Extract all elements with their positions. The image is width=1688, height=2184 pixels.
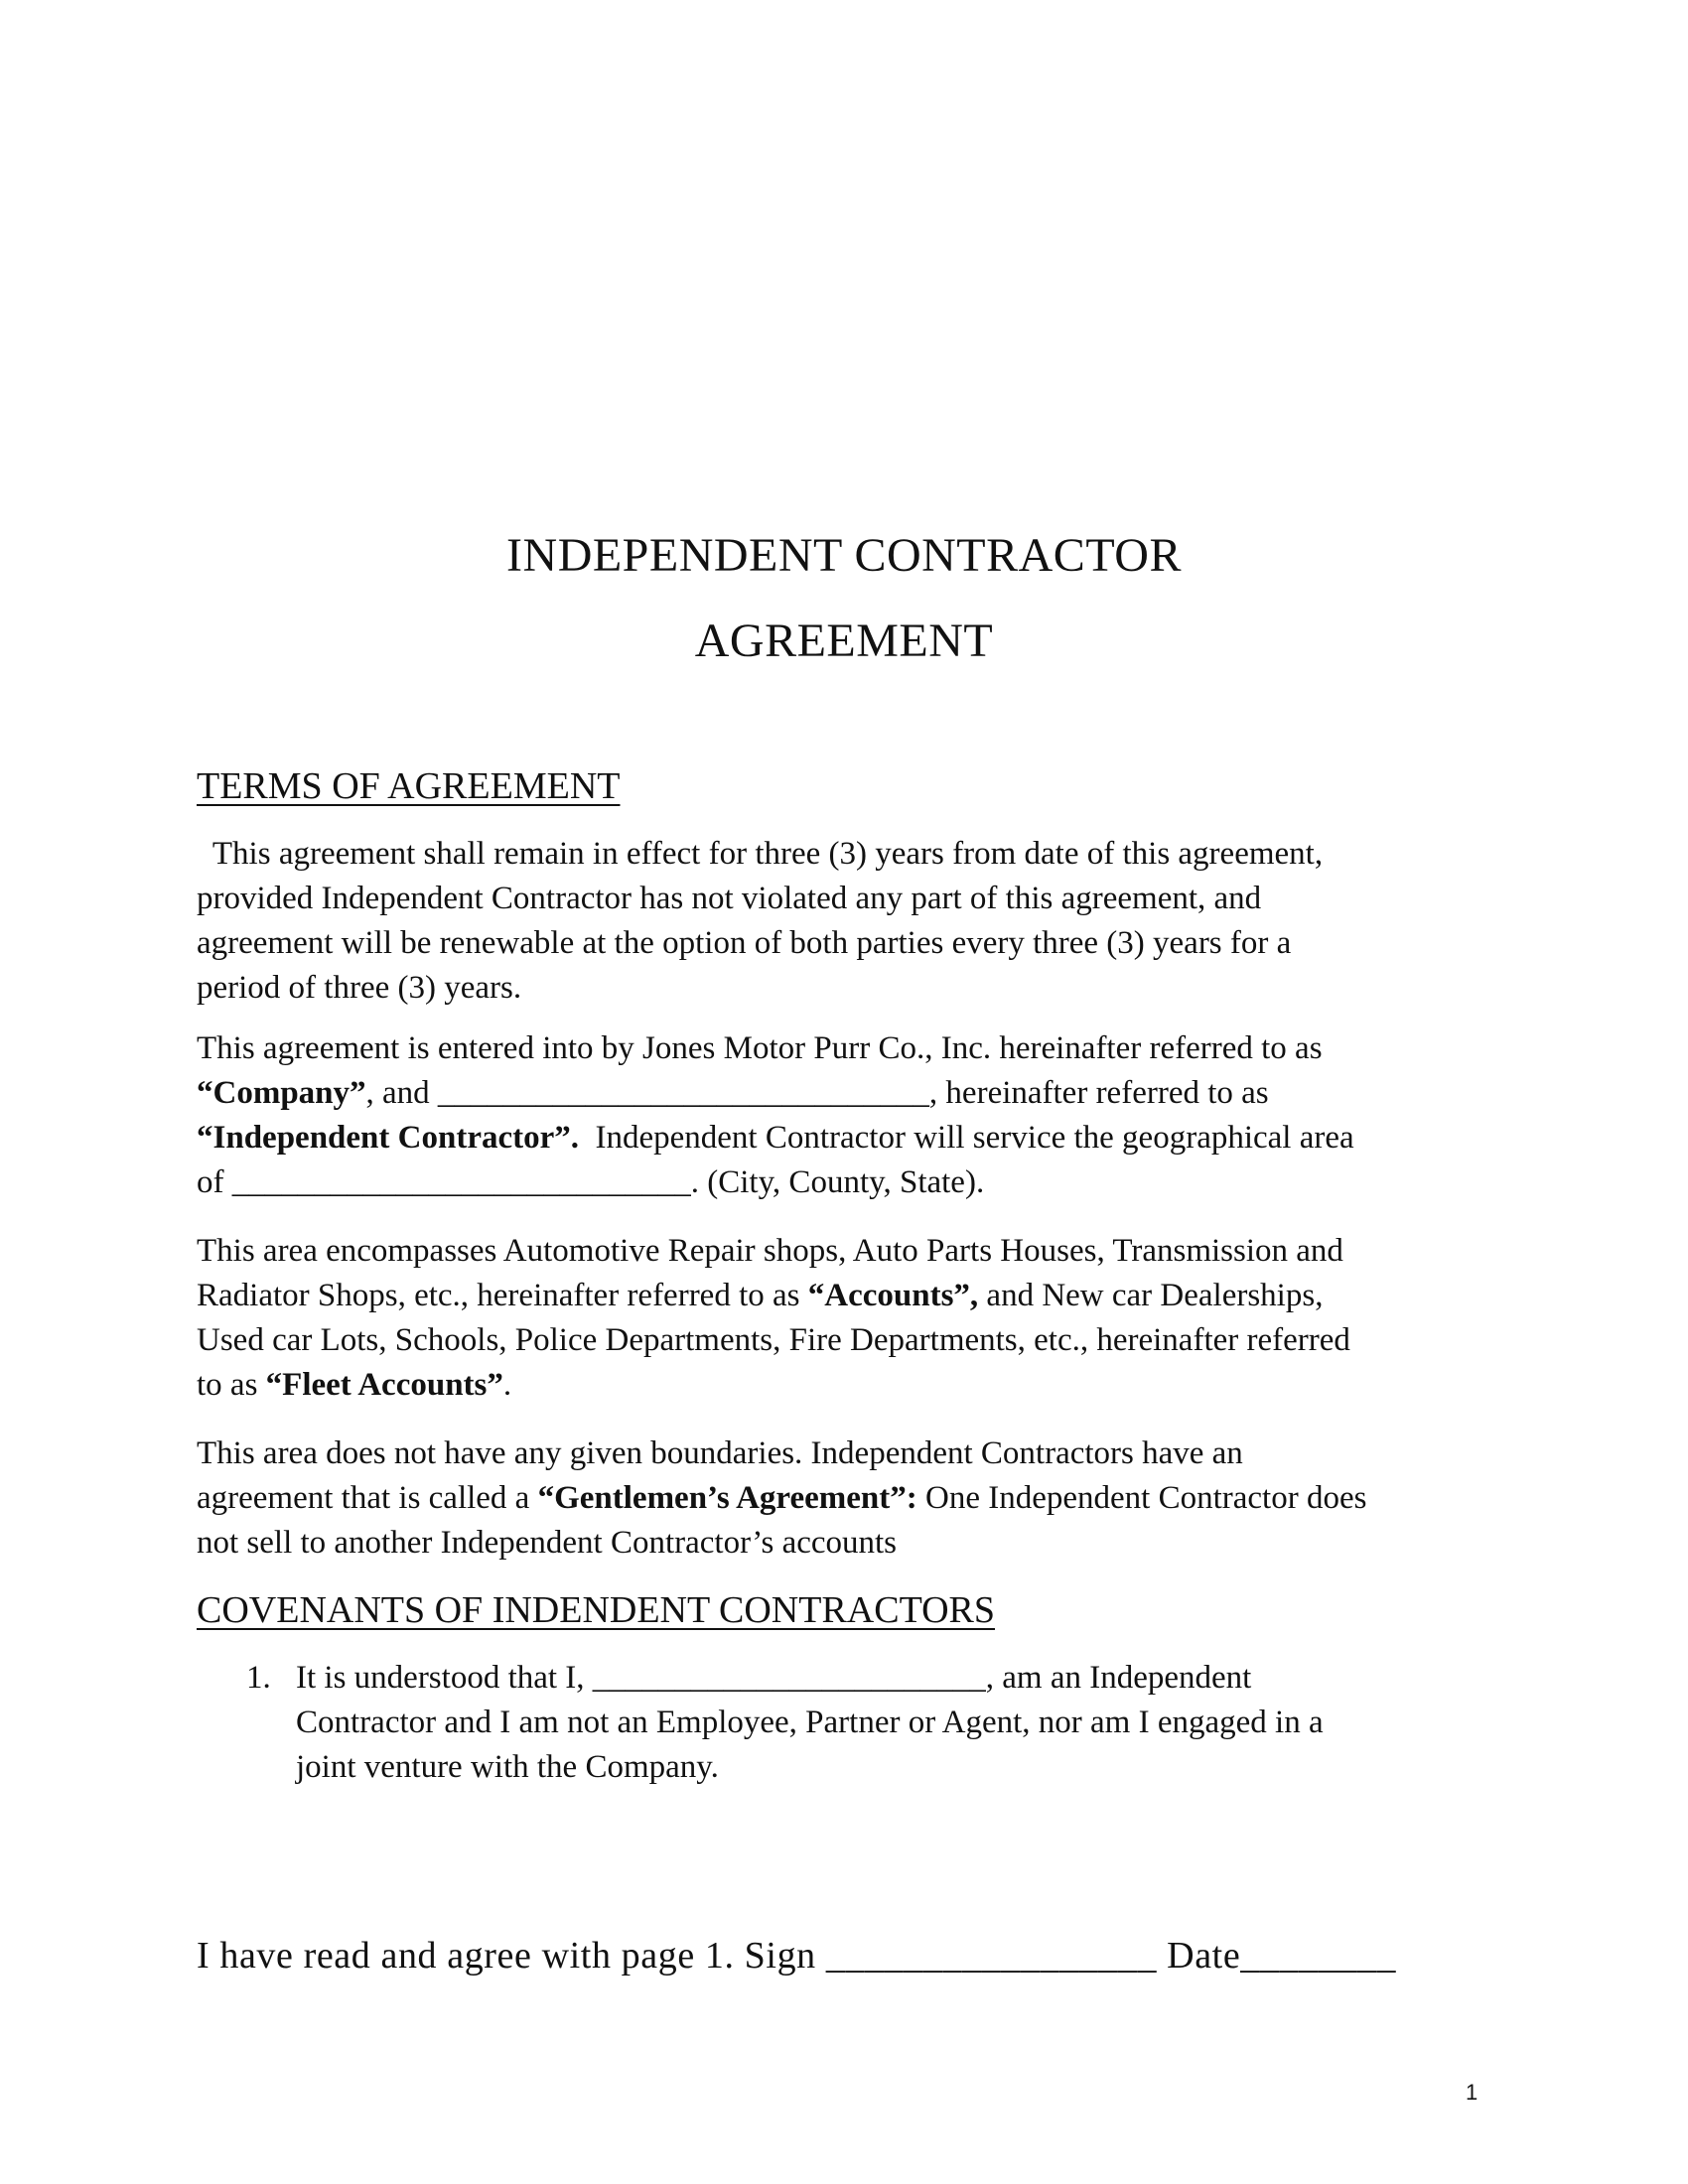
terms-heading: TERMS OF AGREEMENT — [197, 765, 621, 807]
paragraph-line: agreement will be renewable at the option of both parties every three (3) years for a — [197, 925, 1292, 961]
terms-paragraph-accounts — [197, 1229, 1497, 1408]
covenants-heading: COVENANTS OF INDENDENT CONTRACTORS — [197, 1589, 996, 1631]
document-title-line-2: AGREEMENT — [694, 614, 994, 667]
terms-paragraph-duration — [197, 832, 1497, 1011]
paragraph-line: Contractor and I am not an Employee, Partner or Agent, nor am I engaged in a — [296, 1705, 1324, 1740]
document-title-line-1: INDEPENDENT CONTRACTOR — [506, 529, 1182, 582]
paragraph-text: agreement that is called a — [197, 1480, 538, 1516]
paragraph-line: period of three (3) years. — [197, 970, 522, 1006]
paragraph-line: It is understood that I, ________________________, am an Independent — [296, 1660, 1252, 1696]
gentlemens-agreement-term: “Gentlemen’s Agreement”: — [537, 1480, 917, 1516]
paragraph-line — [197, 1476, 1497, 1521]
paragraph-text: One Independent Contractor does — [916, 1480, 1367, 1516]
paragraph-line — [197, 1274, 1497, 1318]
company-term: “Company” — [197, 1075, 366, 1111]
signature-line: I have read and agree with page 1. Sign _________________ Date________ — [197, 1935, 1397, 1977]
paragraph-line — [197, 1363, 1497, 1408]
paragraph-line: This area encompasses Automotive Repair shops, Auto Parts Houses, Transmission and — [197, 1233, 1343, 1269]
list-item-number: 1. — [246, 1660, 271, 1696]
page-number: 1 — [1466, 2080, 1478, 2105]
paragraph-line: provided Independent Contractor has not violated any part of this agreement, and — [197, 881, 1262, 916]
accounts-term: “Accounts”, — [807, 1278, 979, 1313]
paragraph-text: to as — [197, 1367, 266, 1403]
paragraph-line: not sell to another Independent Contractor’s accounts — [197, 1525, 898, 1561]
paragraph-line: This area does not have any given boundaries. Independent Contractors have an — [197, 1435, 1243, 1471]
fleet-accounts-term: “Fleet Accounts” — [265, 1367, 503, 1403]
paragraph-line: joint venture with the Company. — [296, 1749, 719, 1785]
paragraph-line — [197, 1071, 1497, 1116]
geographic-area-blank: of ____________________________. (City, County, State). — [197, 1164, 985, 1200]
paragraph-text: Independent Contractor will service the geographical area — [579, 1120, 1354, 1156]
paragraph-line: This agreement shall remain in effect for three (3) years from date of this agreement, — [197, 836, 1324, 872]
paragraph-line: Used car Lots, Schools, Police Departments, Fire Departments, etc., hereinafter referred — [197, 1322, 1350, 1358]
paragraph-text: Radiator Shops, etc., hereinafter referred to as — [197, 1278, 808, 1313]
list-item — [296, 1656, 1324, 1790]
paragraph-text: . — [502, 1367, 512, 1403]
paragraph-line — [197, 1116, 1497, 1160]
terms-paragraph-parties — [197, 1026, 1497, 1205]
contractor-name-blank: , and ______________________________, hereinafter referred to as — [365, 1075, 1269, 1111]
terms-paragraph-boundaries — [197, 1432, 1497, 1566]
paragraph-text: and New car Dealerships, — [978, 1278, 1324, 1313]
independent-contractor-term: “Independent Contractor”. — [197, 1120, 579, 1156]
paragraph-line: This agreement is entered into by Jones Motor Purr Co., Inc. hereinafter referred to as — [197, 1030, 1323, 1066]
